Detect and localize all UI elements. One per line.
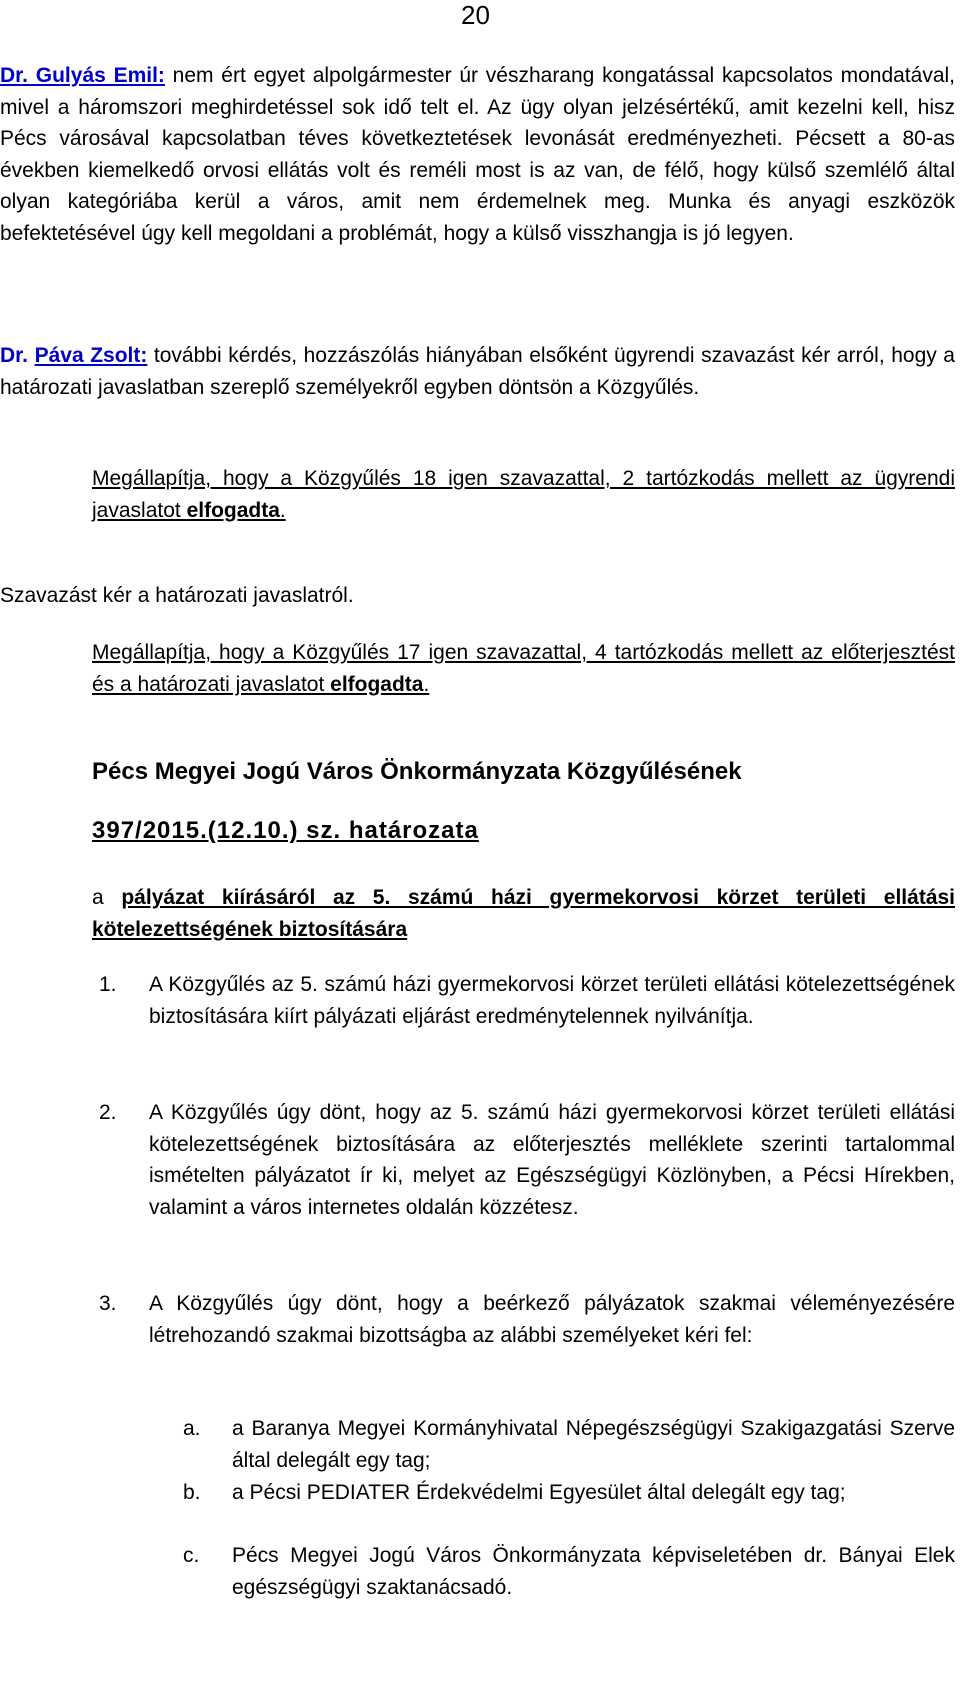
speech-gulyas (0, 60, 955, 249)
subitem-text: a Baranya Megyei Kormányhivatal Népegészségügyi Szakigazgatási Szerve által delegált egy tag; (232, 1417, 955, 1472)
subitem-letter: c. (183, 1544, 200, 1567)
speaker-name: Dr. Gulyás Emil: (0, 64, 165, 87)
speech-text: nem ért egyet alpolgármester úr vészharang kongatással kapcsolatos mondatával, mivel a háromszori meghirdetéssel sok idő telt el. Az ügy olyan jelzésértékű, amit kezelni kell, hisz Pécs városával kapcsolatban téves következtetések levonását eredményezheti. Pécsett a 80-as években kiemelkedő orvosi ellátás volt és reméli most is az van, de félő, hogy külső szemlélő által olyan kategóriába kerül a város, amit nem érdemelnek meg. Munka és anyagi eszközök befektetésével úgy kell megoldani a problémát, hogy a külső visszhangja is jó legyen. (0, 64, 955, 245)
vote-result-2: Megállapítja, hogy a Közgyűlés 17 igen szavazattal, 4 tartózkodás mellett az előterjesztést és a határozati javaslatot elfogadta. (92, 641, 955, 696)
resolution-body: Pécs Megyei Jogú Város Önkormányzata Közgyűlésének (92, 758, 742, 785)
item-text: A Közgyűlés úgy dönt, hogy a beérkező pályázatok szakmai véleményezésére létrehozandó szakmai bizottságba az alábbi személyeket kéri fel: (149, 1292, 955, 1347)
speech-text: további kérdés, hozzászólás hiányában elsőként ügyrendi szavazást kér arról, hogy a határozati javaslatban szereplő személyekről egyben döntsön a Közgyűlés. (0, 344, 955, 399)
resolution-number: 397/2015.(12.10.) sz. határozata (92, 817, 479, 844)
item-number: 3. (99, 1292, 117, 1315)
subitem-text: Pécs Megyei Jogú Város Önkormányzata képviseletében dr. Bányai Elek egészségügyi szaktanácsadó. (232, 1544, 955, 1599)
item-text: A Közgyűlés úgy dönt, hogy az 5. számú házi gyermekorvosi körzet területi ellátási kötelezettségének biztosítására az előterjesztés melléklete szerinti tartalommal ismételten pályázatot ír ki, melyet az Egészségügyi Közlönyben, a Pécsi Hírekben, valamint a város internetes oldalán közzétesz. (149, 1101, 955, 1219)
subitem-text: a Pécsi PEDIATER Érdekvédelmi Egyesület által delegált egy tag; (232, 1481, 846, 1504)
subitem-letter: a. (183, 1417, 201, 1440)
item-text: A Közgyűlés az 5. számú házi gyermekorvosi körzet területi ellátási kötelezettségének biztosítására kiírt pályázati eljárást eredménytelennek nyilvánítja. (149, 973, 955, 1028)
vote-outcome: elfogadta (330, 672, 424, 696)
vote-request: Szavazást kér a határozati javaslatról. (0, 584, 354, 607)
speaker-name: Páva Zsolt: (34, 344, 148, 367)
subitem-letter: b. (183, 1481, 201, 1504)
vote-outcome: elfogadta (186, 498, 280, 522)
page-number: 20 (461, 0, 490, 30)
vote-result-1: Megállapítja, hogy a Közgyűlés 18 igen szavazattal, 2 tartózkodás mellett az ügyrendi javaslatot elfogadta. (92, 467, 955, 522)
resolution-subject: a pályázat kiírásáról az 5. számú házi gyermekorvosi körzet területi ellátási kötelezettségének biztosítására (92, 886, 956, 941)
item-number: 1. (99, 973, 117, 996)
speaker-title: Dr. (0, 344, 29, 367)
item-number: 2. (99, 1101, 117, 1124)
speech-pava (0, 340, 955, 403)
